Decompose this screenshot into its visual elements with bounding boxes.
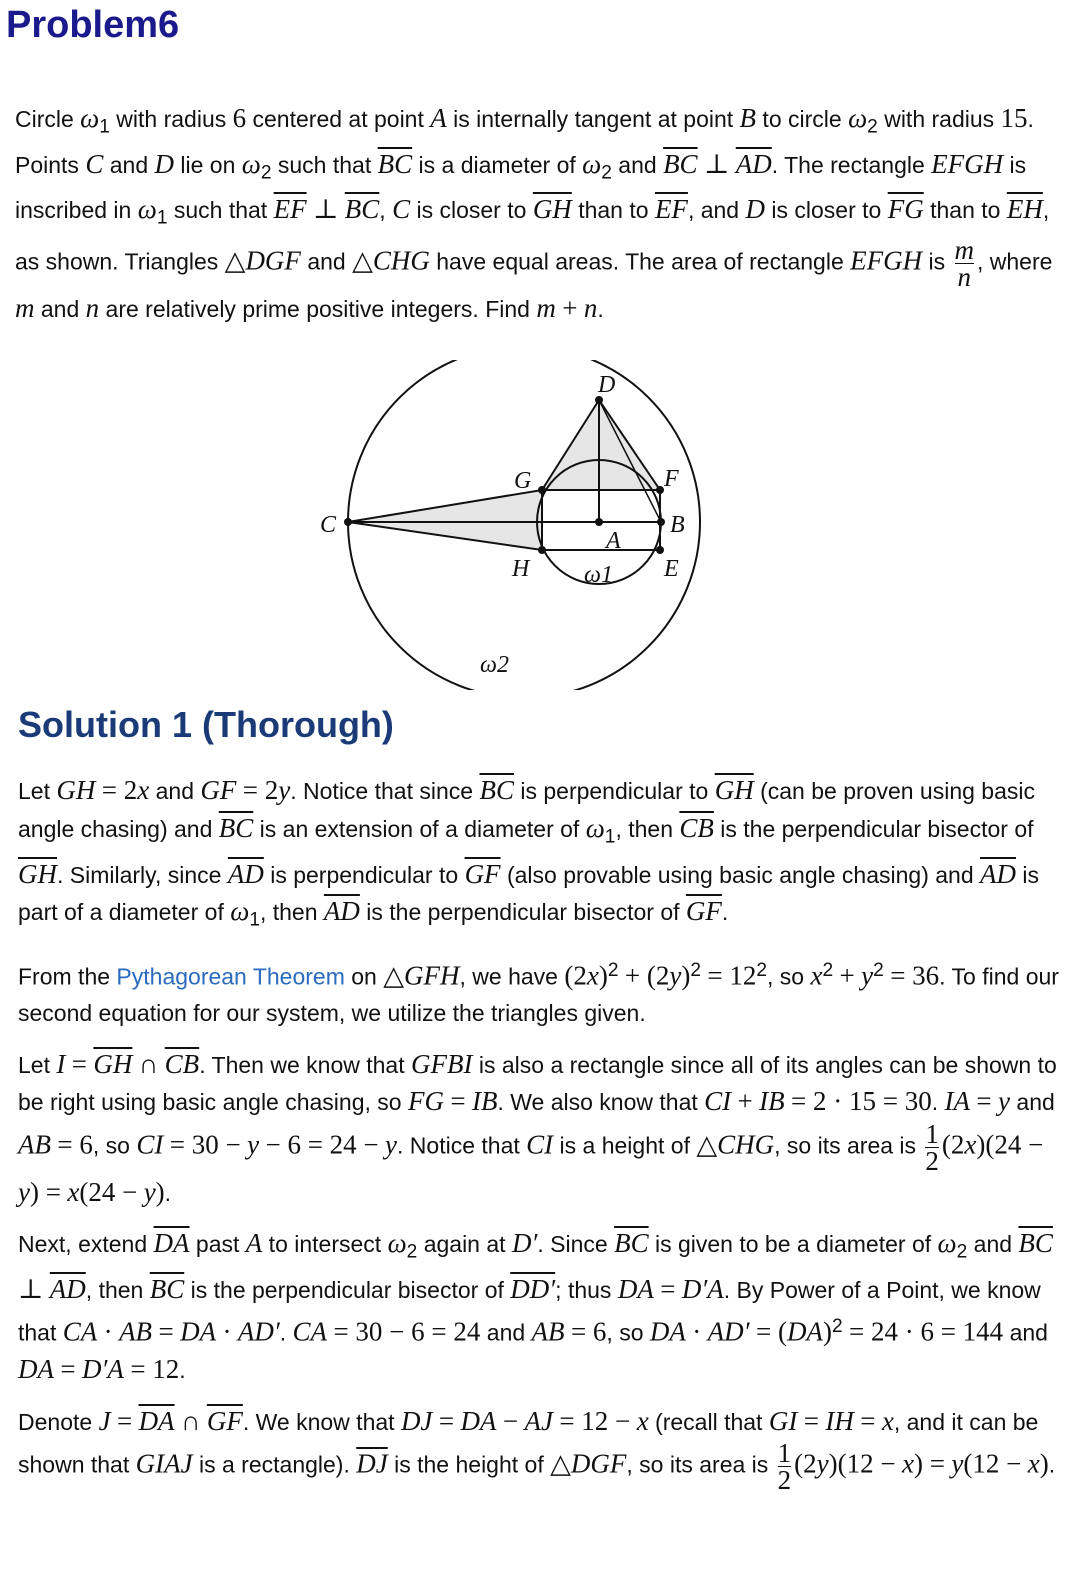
label-w2: ω2 [480,652,509,678]
solution-body [18,772,1070,1507]
solution-paragraph-5: Denote $J = \overline{DA}$ ∩ $\overline{GF}$. We know that DJ = DA − AJ = 12 − x (recall that GI = IH = x, and it can be shown that GIAJ is a rectangle). $\overline{DJ}$ is the height of △DGF, so its area is $\frac{1}{2}$ (2y)(12 − x) = y(12 − x). [18,1405,1056,1496]
solution-paragraph-2: From the Pythagorean Theorem on △GFH, we have $(2x)^2 + (2y)^2 = 12^2$, so $x^2 + y^2 = 36$. To find our second equation for our system, we utilize the triangles given. [18,960,1059,1027]
label-a: A [606,528,621,554]
point-b [657,518,665,526]
pythagorean-theorem-link[interactable]: Pythagorean Theorem [116,963,345,990]
label-h: H [512,556,530,582]
label-f: F [664,466,679,492]
solution-paragraph-1: Let GH = 2x and GF = 2y. Notice that since $\overline{BC}$ is perpendicular to $\overline{GH}$ (can be proven using basic angle chasing) and $\overline{BC}$ is an extension of a diameter of $\omega_1$, then $\overline{CB}$ is the perpendicular bisector of $\overline{GH}$. Similarly, since $\overline{AD}$ is perpendicular to $\overline{GF}$ (also provable using basic angle chasing) and $\overline{AD}$ is part of a diameter of $\omega_1$, then $\overline{AD}$ is the perpendicular bisector of $\overline{GF}$. [18,775,1040,931]
point-h [538,546,546,554]
page-title: Problem6 [6,4,180,46]
geometry-figure [300,360,720,696]
problem-statement: Circle $\omega_1$ with radius 6 centered at point A is internally tangent at point B to circle $\omega_2$ with radius 15. Points C and D lie on $\omega_2$ such that $\overline{BC}$ is a diameter of $\omega_2$ and $\overline{BC}$ ⊥ $\overline{AD}$. The rectangle EFGH is inscribed in $\omega_1$ such that $\overline{EF}$ ⊥ $\overline{BC}$, C is closer to $\overline{GH}$ than to $\overline{EF}$, and D is closer to $\overline{FG}$ than to $\overline{EH}$, as shown. Triangles △DGF and △CHG have equal areas. The area of rectangle EFGH is $\frac{m}{n}$ , where m and n are relatively prime positive integers. Find m + n. [15,103,1053,323]
solution-paragraph-3: Let $I = \overline{GH}$ ∩ $\overline{CB}$. Then we know that GFBI is also a rectangle since all of its angles can be shown to be right using basic angle chasing, so FG = IB. We also know that CI + IB = 2 · 15 = 30. IA = y and AB = 6, so CI = 30 − y − 6 = 24 − y. Notice that CI is a height of △CHG, so its area is $\frac{1}{2}$ (2x)(24 − y) = x(24 − y). [18,1048,1057,1207]
point-e [656,546,664,554]
triangle-chg [348,490,542,550]
point-a [595,518,603,526]
label-w1: ω1 [584,562,613,588]
label-c: C [320,512,337,538]
point-c [344,518,352,526]
label-g: G [514,468,532,494]
diagram-svg [300,360,720,690]
label-e: E [664,556,679,582]
label-d: D [598,372,616,398]
point-g [538,486,546,494]
solution-heading: Solution 1 (Thorough) [18,704,394,745]
label-b: B [670,512,685,538]
solution-paragraph-4: Next, extend $\overline{DA}$ past A to intersect $\omega_2$ again at D′. Since $\overline{BC}$ is given to be a diameter of $\omega_2$ and $\overline{BC}$ ⊥ $\overline{AD}$, then $\overline{BC}$ is the perpendicular bisector of DD′; thus DA = D′A. By Power of a Point, we know that CA · AB = DA · AD′. CA = 30 − 6 = 24 and AB = 6, so DA · AD′ = (DA)$^2$ = 24 · 6 = 144 and DA = D′A = 12. [18,1228,1053,1385]
point-f [656,486,664,494]
